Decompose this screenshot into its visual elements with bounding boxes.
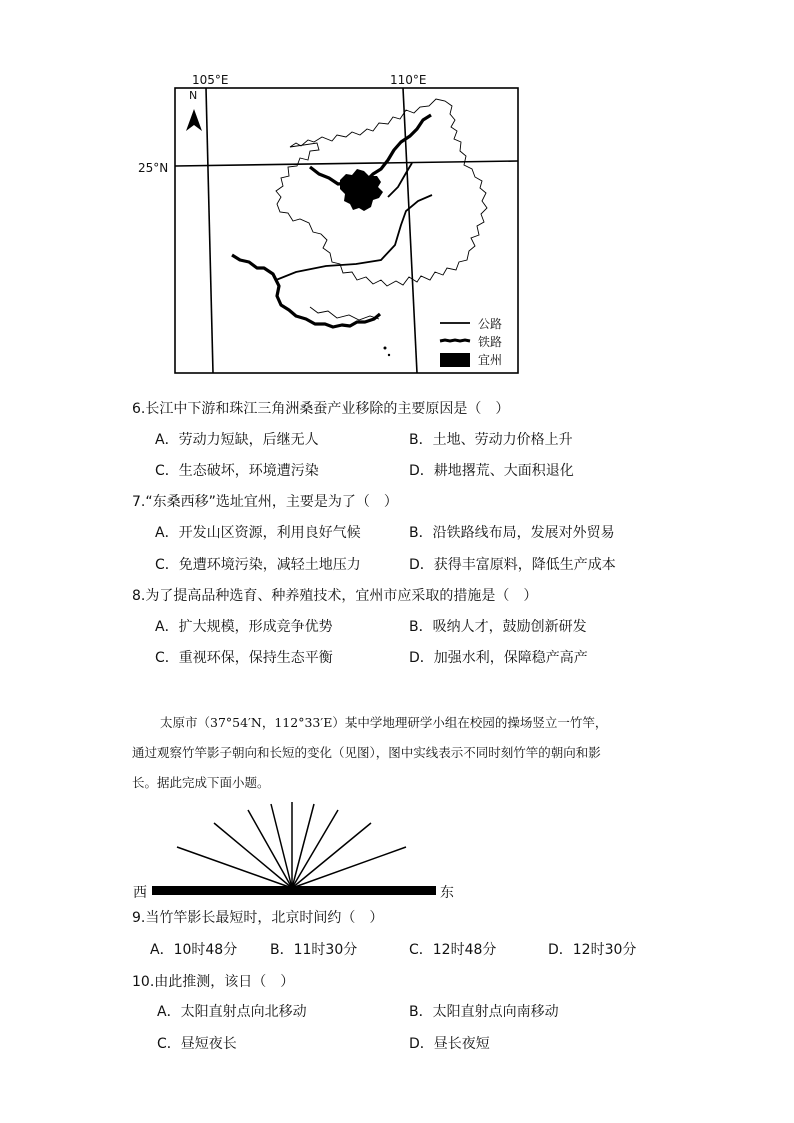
west-label: 西	[133, 885, 147, 901]
q9-option-c: C．12时48分	[409, 942, 497, 958]
q7-option-c: C．免遭环境污染，减轻土地压力	[155, 557, 361, 573]
question-number: 6.	[132, 401, 146, 417]
q8-option-a: A．扩大规模，形成竞争优势	[155, 619, 333, 635]
question-8	[132, 586, 537, 606]
question-text: 长江中下游和珠江三角洲桑蚕产业移除的主要原因是（ ）	[145, 401, 510, 417]
q6-option-b: B．土地、劳动力价格上升	[409, 432, 573, 448]
legend-railway-label: 铁路	[478, 335, 503, 349]
shadow-line	[248, 810, 292, 888]
shadow-line	[271, 804, 292, 888]
question-9	[132, 908, 383, 928]
shadow-line	[292, 847, 406, 888]
question-text: 为了提高品种选育、种养殖技术，宜州市应采取的措施是（ ）	[145, 588, 538, 604]
q10-option-a: A．太阳直射点向北移动	[157, 1004, 307, 1020]
question-text: “东桑西移”选址宜州，主要是为了（ ）	[145, 494, 398, 510]
legend-city-label: 宜州	[478, 353, 503, 367]
q8-option-d: D．加强水利，保障稳产高产	[409, 650, 588, 666]
passage-line-3: 长。据此完成下面小题。	[132, 775, 270, 790]
q10-option-d: D．昼长夜短	[409, 1036, 490, 1052]
q7-option-d: D．获得丰富原料，降低生产成本	[409, 557, 616, 573]
shadow-line	[292, 804, 314, 888]
legend-city-symbol	[440, 353, 470, 367]
q6-option-d: D．耕地撂荒、大面积退化	[409, 463, 574, 479]
q9-option-a: A．10时48分	[150, 942, 238, 958]
shadow-diagram	[140, 800, 450, 900]
map-frame	[175, 88, 518, 373]
longitude-110-label: 110°E	[390, 73, 427, 87]
q9-option-d: D．12时30分	[548, 942, 637, 958]
question-number: 7.	[132, 494, 146, 510]
passage-line-1: 太原市（37°54′N，112°33′E）某中学地理研学小组在校园的操场竖立一竹竿，	[160, 715, 608, 730]
shadow-line	[214, 823, 292, 888]
q8-option-c: C．重视环保，保持生态平衡	[155, 650, 333, 666]
question-text: 当竹竿影长最短时，北京时间约（ ）	[145, 910, 384, 926]
q10-option-b: B．太阳直射点向南移动	[409, 1004, 559, 1020]
north-label: N	[189, 89, 198, 102]
shadow-line	[292, 810, 338, 888]
shadow-line	[292, 823, 371, 888]
east-label: 东	[440, 885, 454, 901]
longitude-105-label: 105°E	[192, 73, 229, 87]
east-west-baseline	[152, 886, 436, 895]
q9-option-b: B．11时30分	[270, 942, 358, 958]
q7-option-b: B．沿铁路线布局，发展对外贸易	[409, 525, 615, 541]
question-number: 8.	[132, 588, 146, 604]
shadow-line	[177, 847, 292, 888]
q6-option-a: A．劳动力短缺，后继无人	[155, 432, 319, 448]
question-number: 10.	[132, 974, 155, 990]
guangxi-map	[170, 85, 522, 377]
passage-line-2: 通过观察竹竿影子朝向和长短的变化（见图），图中实线表示不同时刻竹竿的朝向和影	[132, 745, 601, 760]
question-number: 9.	[132, 910, 146, 926]
q8-option-b: B．吸纳人才，鼓励创新研发	[409, 619, 587, 635]
legend-railway-symbol	[440, 340, 470, 341]
q7-option-a: A．开发山区资源，利用良好气候	[155, 525, 361, 541]
question-7	[132, 492, 398, 512]
legend-road-label: 公路	[478, 317, 503, 331]
latitude-25-label: 25°N	[138, 161, 169, 175]
question-10	[132, 972, 294, 992]
question-6	[132, 399, 509, 419]
q6-option-c: C．生态破坏，环境遭污染	[155, 463, 319, 479]
question-text: 由此推测，该日（ ）	[154, 974, 295, 990]
q10-option-c: C．昼短夜长	[157, 1036, 237, 1052]
